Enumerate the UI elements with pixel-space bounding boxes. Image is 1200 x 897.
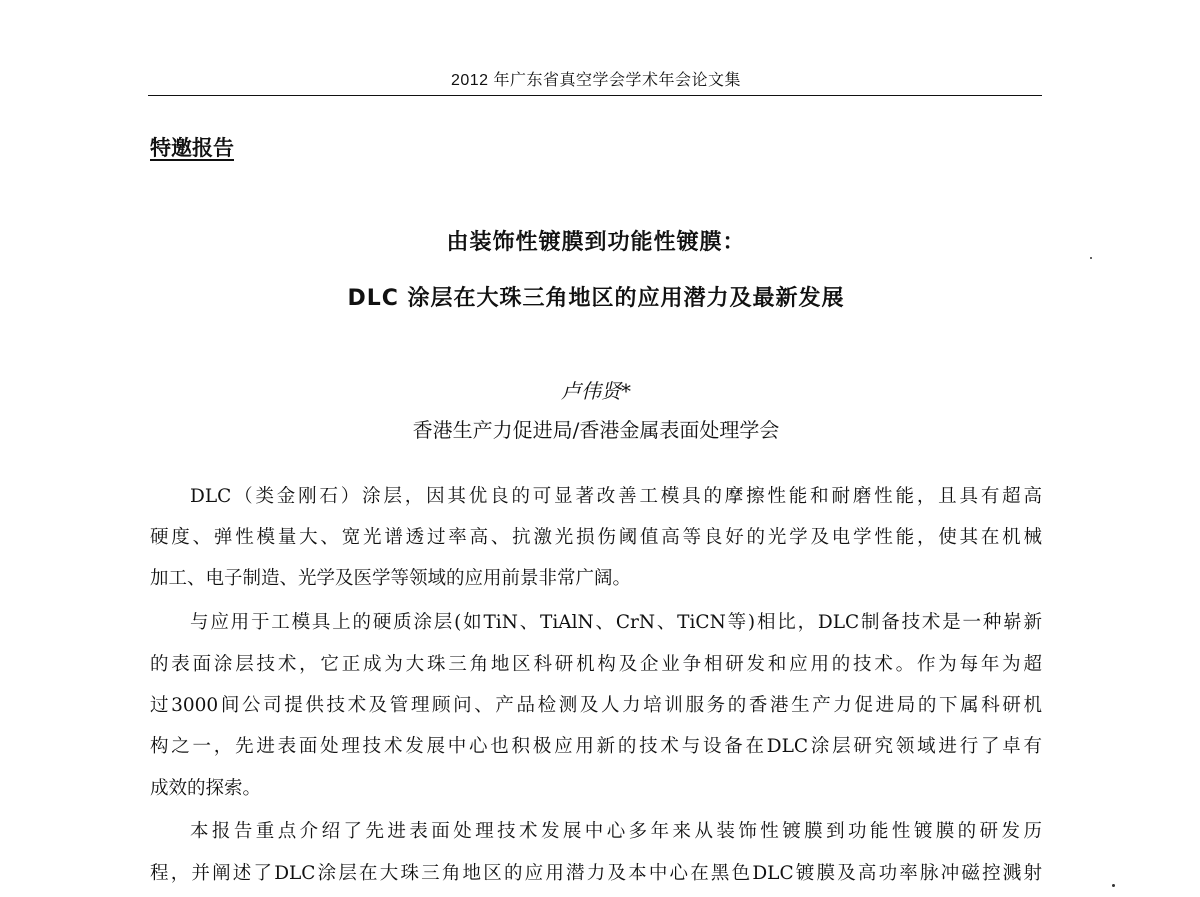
body-line-3: 加工、电子制造、光学及医学等领域的应用前景非常广阔。 <box>150 568 632 589</box>
scan-speck <box>1112 884 1115 887</box>
body-line-9: 本报告重点介绍了先进表面处理技术发展中心多年来从装饰性镀膜到功能性镀膜的研发历 <box>190 821 1042 842</box>
header-rule <box>148 95 1042 96</box>
body-line-10: 程，并阐述了DLC涂层在大珠三角地区的应用潜力及本中心在黑色DLC镀膜及高功率脉冲磁控溅射 <box>150 863 1042 884</box>
body-line-4: 与应用于工模具上的硬质涂层(如TiN、TiAlN、CrN、TiCN等)相比，DLC制备技术是一种崭新 <box>190 612 1042 633</box>
body-line-7: 构之一，先进表面处理技术发展中心也积极应用新的技术与设备在DLC涂层研究领域进行了卓有 <box>150 736 1042 757</box>
body-line-8: 成效的探索。 <box>150 778 262 799</box>
body-line-2: 硬度、弹性模量大、宽光谱透过率高、抗激光损伤阈值高等良好的光学及电学性能，使其在机械 <box>150 527 1042 548</box>
author-name: 卢伟贤* <box>561 379 631 403</box>
paper-title-line-2: DLC 涂层在大珠三角地区的应用潜力及最新发展 <box>347 286 845 311</box>
body-line-1: DLC（类金刚石）涂层，因其优良的可显著改善工模具的摩擦性能和耐磨性能，且具有超高 <box>190 486 1042 507</box>
paper-title-line-1: 由装饰性镀膜到功能性镀膜： <box>446 230 746 255</box>
body-line-5: 的表面涂层技术，它正成为大珠三角地区科研机构及企业争相研发和应用的技术。作为每年为超 <box>150 654 1042 675</box>
scan-speck <box>1090 257 1092 259</box>
running-header: 2012 年广东省真空学会学术年会论文集 <box>450 72 742 89</box>
body-line-6: 过3000间公司提供技术及管理顾问、产品检测及人力培训服务的香港生产力促进局的下属科研机 <box>150 695 1042 716</box>
author-affiliation: 香港生产力促进局/香港金属表面处理学会 <box>412 418 780 442</box>
section-label: 特邀报告 <box>150 136 234 160</box>
